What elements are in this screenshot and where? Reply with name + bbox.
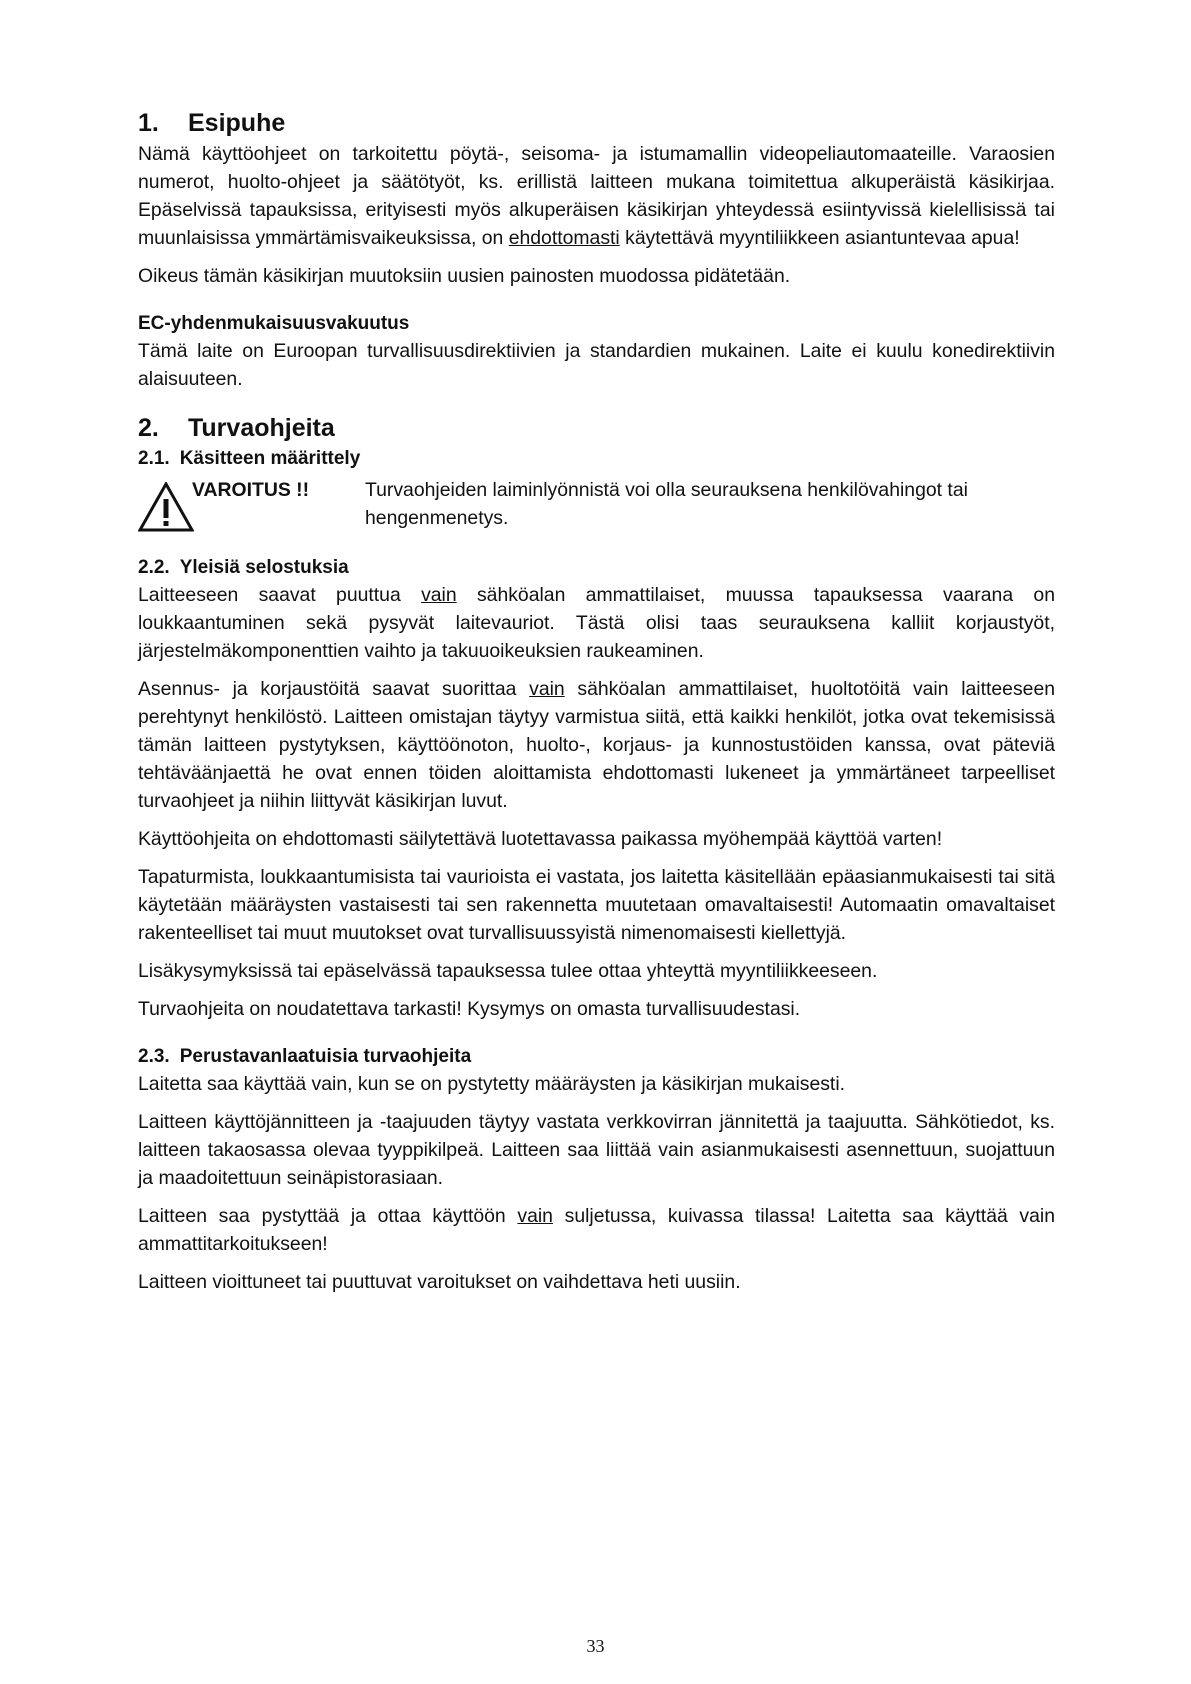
basic-paragraph-2: Laitteen käyttöjännitteen ja -taajuuden täytyy vastata verkkovirran jännitettä ja taajuutta. Sähkötiedot, ks. laitteen takaosassa olevaa tyyppikilpeä. Laitteen saa liittää vain asianmukaisesti asennettuun, suojattuun ja maadoitettuun seinäpistorasiaan. (138, 1111, 1055, 1189)
subsection-2-1-title: Käsitteen määrittely (179, 448, 361, 469)
text-fragment: Laitteen saa pystyttää ja ottaa käyttöön (138, 1205, 518, 1227)
section-1-heading (138, 108, 1055, 138)
section-2-title: Turvaohjeita (188, 414, 335, 442)
document-page (138, 108, 1055, 1306)
intro-text-end: käytettävä myyntiliikkeen asiantuntevaa apua! (619, 227, 1020, 249)
text-fragment: Laitteeseen saavat puuttua (138, 584, 422, 606)
warning-label: VAROITUS !! (192, 479, 310, 501)
emphasis-vain: vain (517, 1205, 553, 1227)
warning-block (138, 472, 1055, 544)
emphasis-ehdottomasti: ehdottomasti (508, 227, 620, 249)
general-paragraph-1 (138, 581, 1055, 665)
rights-paragraph: Oikeus tämän käsikirjan muutoksiin uusien painosten muodossa pidätetään. (138, 265, 791, 287)
subsection-2-2-heading (138, 554, 1055, 581)
page-number: 33 (586, 1636, 605, 1656)
general-paragraph-5: Lisäkysymyksissä tai epäselvässä tapauksessa tulee ottaa yhteyttä myyntiliikkeeseen. (138, 960, 878, 982)
emphasis-vain: vain (529, 678, 565, 700)
emphasis-vain: vain (421, 584, 457, 606)
general-paragraph-2 (138, 675, 1055, 815)
text-fragment: sähköalan ammattilaiset, huoltotöitä vain laitteeseen perehtynyt henkilöstö. Laitteen omistajan täytyy varmistua siitä, että kaikki henkilöt, jotka ovat tekemisissä tämän laitteen pystytyksen, käyttöönoton, huolto-, korjaus- ja kunnostustöiden kanssa, ovat päteviä tehtäväänjaettä he ovat ennen töiden aloittamista ehdottomasti lukeneet ja ymmärtäneet tarpeelliset turvaohjeet ja niihin liittyvät käsikirjan luvut. (138, 678, 1056, 812)
general-paragraph-6: Turvaohjeita on noudatettava tarkasti! Kysymys on omasta turvallisuudestasi. (138, 998, 801, 1020)
subsection-2-1-heading (138, 445, 1055, 472)
intro-paragraph (138, 140, 1055, 252)
ec-heading: EC-yhdenmukaisuusvakuutus (138, 313, 410, 334)
subsection-2-3-number: 2.3. (138, 1046, 170, 1067)
section-1-title: Esipuhe (188, 109, 286, 137)
general-paragraph-3: Käyttöohjeita on ehdottomasti säilytettävä luotettavassa paikassa myöhempää käyttöä varten! (138, 828, 943, 850)
basic-paragraph-4: Laitteen vioittuneet tai puuttuvat varoitukset on vaihdettava heti uusiin. (138, 1271, 741, 1293)
subsection-2-3-heading (138, 1043, 1055, 1070)
basic-paragraph-3 (138, 1202, 1055, 1258)
text-fragment: sähköalan ammattilaiset, muussa tapauksessa vaarana on loukkaantuminen sekä pysyvät laitevauriot. Tästä olisi taas seurauksena kalliit korjaustyöt, järjestelmäkomponenttien vaihto ja takuuoikeuksien raukeaminen. (138, 584, 1055, 662)
warning-text: Turvaohjeiden laiminlyönnistä voi olla seurauksena henkilövahingot tai hengenmenetys. (365, 479, 968, 529)
subsection-2-2-title: Yleisiä selostuksia (179, 557, 349, 578)
subsection-2-2-number: 2.2. (138, 557, 170, 578)
warning-triangle-icon (138, 482, 194, 532)
text-fragment: suljetussa, kuivassa tilassa! Laitetta saa käyttää vain ammattitarkoitukseen! (138, 1205, 1055, 1255)
text-fragment: Asennus- ja korjaustöitä saavat suorittaa (138, 678, 530, 700)
intro-text: Nämä käyttöohjeet on tarkoitettu pöytä-, seisoma- ja istumamallin videopeliautomaateille. Varaosien numerot, huolto-ohjeet ja säätötyöt, ks. erillistä laitteen mukana toimitettua alkuperäistä käsikirjaa. Epäselvissä tapauksissa, erityisesti myös alkuperäisen käsikirjan yhteydessä esiintyvissä kielellisissä tai muunlaisissa ymmärtämisvaikeuksissa, on (138, 143, 1055, 249)
section-2-heading (138, 413, 1055, 443)
subsection-2-1-number: 2.1. (138, 448, 170, 469)
basic-paragraph-1: Laitetta saa käyttää vain, kun se on pystytetty määräysten ja käsikirjan mukaisesti. (138, 1073, 846, 1095)
general-paragraph-4: Tapaturmista, loukkaantumisista tai vaurioista ei vastata, jos laitetta käsitellään epäasianmukaisesti tai sitä käytetään määräysten vastaisesti tai sen rakennetta muutetaan omavaltaisesti! Automaatin omavaltaiset rakenteelliset tai muut muutokset ovat turvallisuussyistä nimenomaisesti kiellettyjä. (138, 866, 1055, 944)
section-2-number: 2. (138, 414, 159, 442)
subsection-2-3-title: Perustavanlaatuisia turvaohjeita (179, 1046, 472, 1067)
ec-paragraph: Tämä laite on Euroopan turvallisuusdirektiivien ja standardien mukainen. Laite ei kuulu konedirektiivin alaisuuteen. (138, 340, 1055, 390)
section-1-number: 1. (138, 109, 159, 137)
